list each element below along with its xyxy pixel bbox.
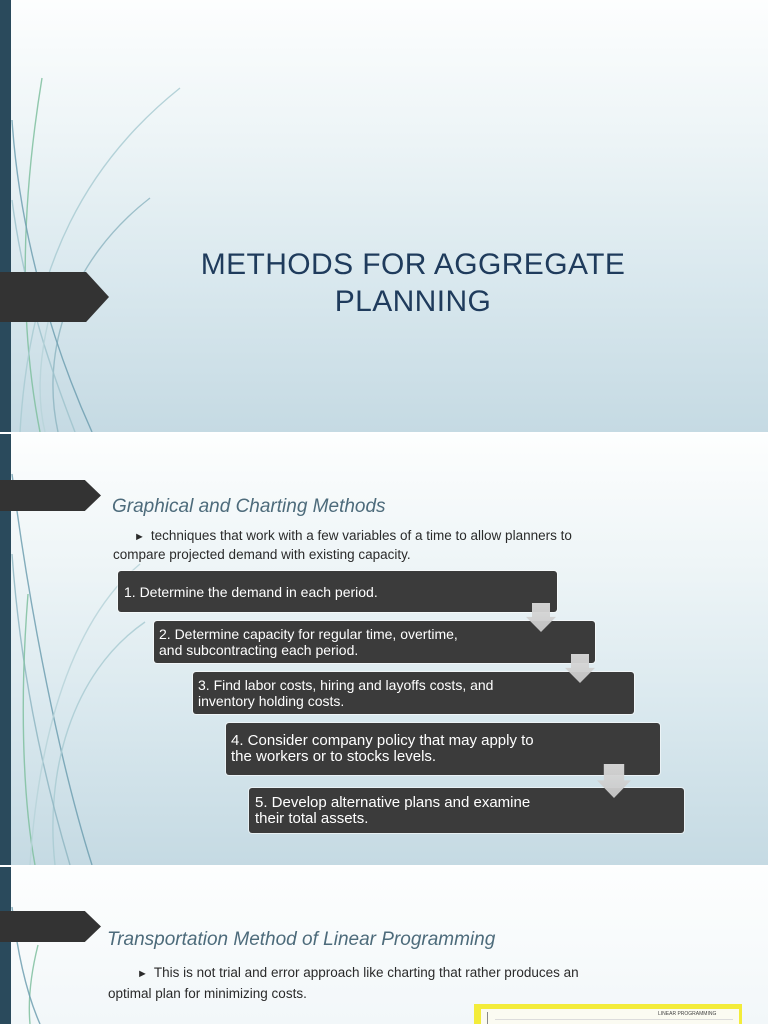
intro-paragraph [113,527,572,563]
lp-image-panel [481,1009,739,1024]
tab-arrow-shape [0,272,109,322]
step-box-1 [118,571,557,612]
slide-heading: Transportation Method of Linear Programming [107,929,496,950]
step-text-line: 5. Develop alternative plans and examine [255,793,531,811]
intro-line-1 [113,527,572,546]
step-text-line: 3. Find labor costs, hiring and layoffs costs, and [198,677,494,693]
step-text-line: and subcontracting each period. [159,642,359,658]
intro-line-2: compare projected demand with existing capacity. [113,547,411,562]
step-text-line: the workers or to stocks levels. [231,748,437,765]
intro-paragraph [108,963,579,1003]
title-line-1: METHODS FOR AGGREGATE [200,248,626,281]
intro-text: This is not trial and error approach like charting that rather produces an [153,965,579,980]
lp-image-caption: LINEAR PROGRAMMING [658,1011,717,1017]
step-text-line: their total assets. [255,809,369,827]
pointer-right-icon: ► [137,968,148,980]
intro-text: techniques that work with a few variables of a time to allow planners to [150,528,572,543]
tab-arrow-shape [0,480,101,511]
slide-title [0,0,768,432]
tab-arrow-shape [0,911,101,942]
lp-chart-axis [487,1012,488,1024]
side-accent-bar [0,867,11,1024]
slide-heading: Graphical and Charting Methods [112,496,386,517]
linear-programming-image [474,1004,742,1024]
step-text-line: 4. Consider company policy that may apply to [231,732,534,749]
lp-chart-gridline [495,1019,733,1020]
step-box-2 [154,621,595,663]
step-text-line: inventory holding costs. [198,693,345,709]
step-text-line: 2. Determine capacity for regular time, overtime, [159,626,458,642]
step-box-3 [193,672,634,714]
step-box-4 [226,723,660,775]
intro-line-1 [108,963,579,984]
slide-title-text [120,246,706,320]
slide-graphical-methods [0,434,768,865]
side-accent-bar [0,0,11,432]
pointer-right-icon: ► [134,531,145,543]
slide-transportation-method [0,867,768,1024]
step-box-5 [249,788,684,833]
intro-line-2: optimal plan for minimizing costs. [108,986,307,1001]
title-line-2: PLANNING [334,285,492,318]
decorative-curves [0,0,768,432]
step-text-line: 1. Determine the demand in each period. [124,583,378,600]
